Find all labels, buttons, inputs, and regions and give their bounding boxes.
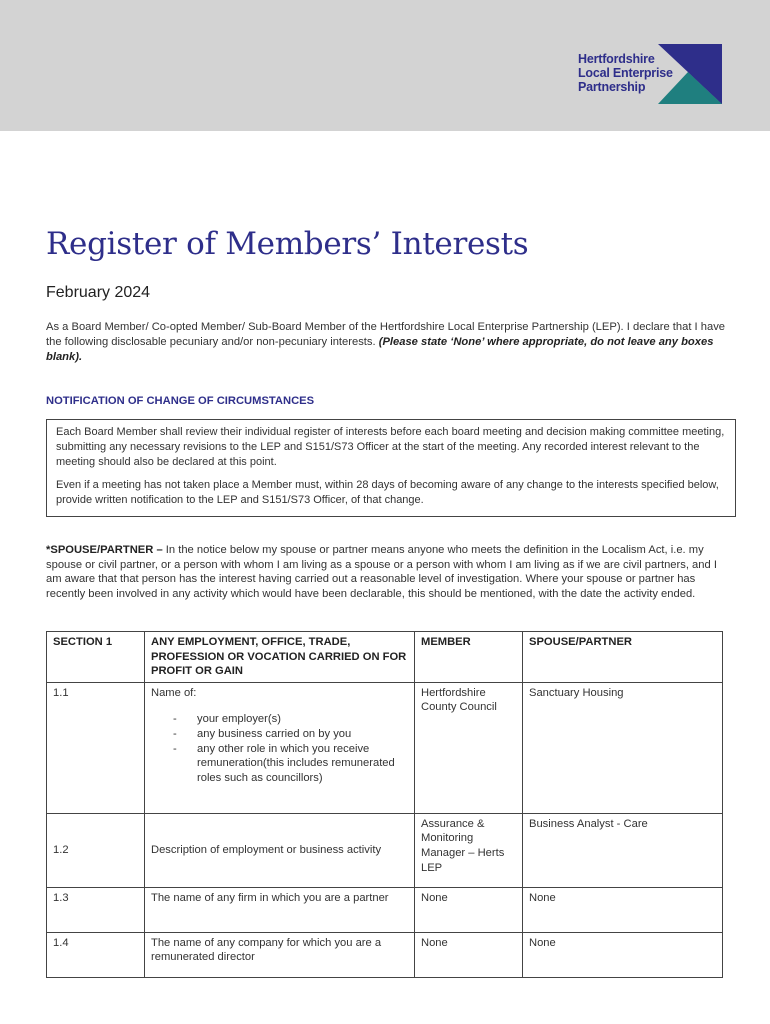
- logo-line: Partnership: [578, 80, 646, 94]
- row-description: The name of any firm in which you are a partner: [145, 887, 415, 932]
- row-section: 1.4: [47, 932, 145, 977]
- table-row: [47, 887, 723, 932]
- lep-logo-mark-icon: [658, 44, 722, 104]
- row-description: The name of any company for which you are a remunerated director: [145, 932, 415, 977]
- notification-heading: NOTIFICATION OF CHANGE OF CIRCUMSTANCES: [46, 395, 315, 407]
- logo-line: Local Enterprise: [578, 66, 673, 80]
- intro-paragraph: [46, 320, 726, 365]
- employer-list: [173, 712, 408, 785]
- list-item: - your employer(s): [173, 712, 408, 727]
- table-row: [47, 813, 723, 887]
- header-member: MEMBER: [415, 632, 523, 683]
- document-date: February 2024: [46, 284, 151, 301]
- row-member-value: Assurance & Monitoring Manager – Herts LEP: [415, 813, 523, 887]
- row-description-label: Name of:: [151, 686, 197, 699]
- notification-para-1: Each Board Member shall review their individual register of interests before each board meeting and decision making committee meeting, submitting any necessary revisions to the LEP and S151/S73 Officer at the start of the meeting. Any recorded interest relevant to the meeting should also be declared at this point.: [56, 426, 725, 468]
- row-spouse-value: Sanctuary Housing: [523, 682, 723, 813]
- intro-text: As a Board Member/ Co-opted Member/ Sub-Board Member of the Hertfordshire Local Enterprise Partnership (LEP). I declare that I have the following disclosable pecuniary and/or non-pecuniary interests.: [46, 321, 726, 348]
- row-section-text: 1.2: [53, 843, 69, 856]
- spouse-partner-note: [46, 543, 728, 601]
- header-spouse-partner: SPOUSE/PARTNER: [523, 632, 723, 683]
- row-section: 1.3: [47, 887, 145, 932]
- row-spouse-value: None: [523, 932, 723, 977]
- row-description: [145, 813, 415, 887]
- list-item: - any business carried on by you: [173, 727, 408, 742]
- row-spouse-value: Business Analyst - Care: [523, 813, 723, 887]
- list-item: - any other role in which you receive remuneration(this includes remunerated roles such as councillors): [173, 742, 408, 786]
- row-member-value: Hertfordshire County Council: [415, 682, 523, 813]
- row-member-value: None: [415, 887, 523, 932]
- row-description: [145, 682, 415, 813]
- row-spouse-value: None: [523, 887, 723, 932]
- intro-emphasis: (Please state ‘None’ where appropriate, do not leave any boxes blank).: [46, 336, 714, 363]
- spouse-partner-label: *SPOUSE/PARTNER –: [46, 544, 163, 556]
- table-header-row: [47, 632, 723, 683]
- logo-line: Hertfordshire: [578, 52, 655, 66]
- row-section: [47, 813, 145, 887]
- spouse-partner-text: In the notice below my spouse or partner means anyone who meets the definition in the Localism Act, i.e. my spouse or civil partner, or a person with whom I am living as a spouse or a person with whom I am living as if we are civil partners, and I am aware that that person has the interest having carried out a reasonable level of investigation. Where your spouse or partner has recently been involved in any activity which would have been declarable, this should be mentioned, with the date the activity ended.: [46, 544, 717, 600]
- notification-para-2: Even if a meeting has not taken place a Member must, within 28 days of becoming aware of any change to the interests specified below, provide written notification to the LEP and S151/S73 Officer, of that change.: [56, 479, 719, 506]
- row-description-text: Description of employment or business activity: [151, 843, 382, 856]
- header-employment: ANY EMPLOYMENT, OFFICE, TRADE, PROFESSION OR VOCATION CARRIED ON FOR PROFIT OR GAIN: [145, 632, 415, 683]
- table-row: [47, 932, 723, 977]
- table-row: [47, 682, 723, 813]
- row-member-value: None: [415, 932, 523, 977]
- page-title: Register of Members’ Interests: [46, 226, 529, 262]
- row-section: 1.1: [47, 682, 145, 813]
- interests-table: [46, 631, 723, 978]
- header-section: SECTION 1: [47, 632, 145, 683]
- notification-box: [46, 419, 736, 517]
